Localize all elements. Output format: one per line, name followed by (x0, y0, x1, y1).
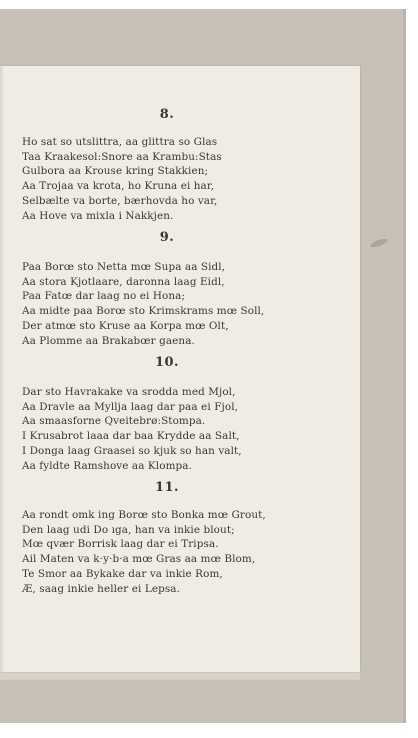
stanza-8 (22, 135, 352, 223)
stanza-11 (22, 508, 352, 596)
stanza-number: 11. (154, 480, 180, 495)
verse-line: Aa Hove va mixla i Nakkjen. (22, 209, 174, 222)
verse-line: I Krusabrot laaa dar baa Krydde aa Salt, (22, 430, 240, 443)
cardboard-edge (403, 9, 406, 723)
stanza-10 (22, 385, 352, 473)
verse-line: Aa rondt omk ing Borœ sto Bonka mœ Grout, (22, 509, 266, 521)
verse-line: Mœ qvær Borrisk laag dar ei Tripsa. (22, 538, 219, 551)
verse-line: Der atmœ sto Kruse aa Korpa mœ Olt, (22, 319, 229, 332)
verse-line: Aa fyldte Ramshove aa Klompa. (22, 459, 192, 472)
verse-line: Ho sat so utslittra, aa glittra so Glas (22, 136, 218, 148)
verse-line: Æ, saag inkie heller ei Lepsa. (22, 582, 180, 595)
verse-line: Te Smor aa Bykake dar va inkie Rom, (22, 567, 223, 580)
verse-line: Gulbora aa Krouse kring Stakkien; (22, 165, 209, 178)
verse-line: Selbælte va borte, bærhovda ho var, (22, 194, 218, 207)
verse-line: Paa Fatœ dar laag no ei Hona; (22, 290, 186, 303)
verse-line: Dar sto Havrakake va srodda med Mjol, (22, 386, 236, 398)
stanza-number: 8. (159, 107, 175, 122)
verse-line: Aa Trojaa va krota, ho Kruna ei har, (22, 180, 215, 193)
verse-line: Aa Plomme aa Brakabœr gaena. (22, 334, 195, 347)
verse-line: Aa smaasforne Qveitebrø:Stompa. (22, 415, 206, 428)
verse-line: Aa stora Kjotlaare, daronna laag Eidl, (22, 275, 225, 288)
stanza-9 (22, 260, 352, 348)
verse-line: Paa Borœ sto Netta mœ Supa aa Sidl, (22, 261, 226, 273)
verse-line: I Donga laag Graasei so kjuk so han valt, (22, 444, 242, 457)
verse-line: Den laag udi Do ıga, han va inkie blout; (22, 523, 235, 536)
verse-line: Taa Kraakesol:Snore aa Krambu:Stas (22, 150, 222, 163)
stanza-number: 10. (154, 355, 180, 370)
verse-line: Ail Maten va k·y·b·a mœ Gras aa mœ Blom, (22, 553, 256, 566)
verse-line: Aa Dravle aa Myllja laag dar paa ei Fjol, (22, 400, 239, 413)
stanza-number: 9. (159, 230, 175, 245)
verse-line: Aa midte paa Borœ sto Krimskrams mœ Soll, (22, 305, 265, 318)
